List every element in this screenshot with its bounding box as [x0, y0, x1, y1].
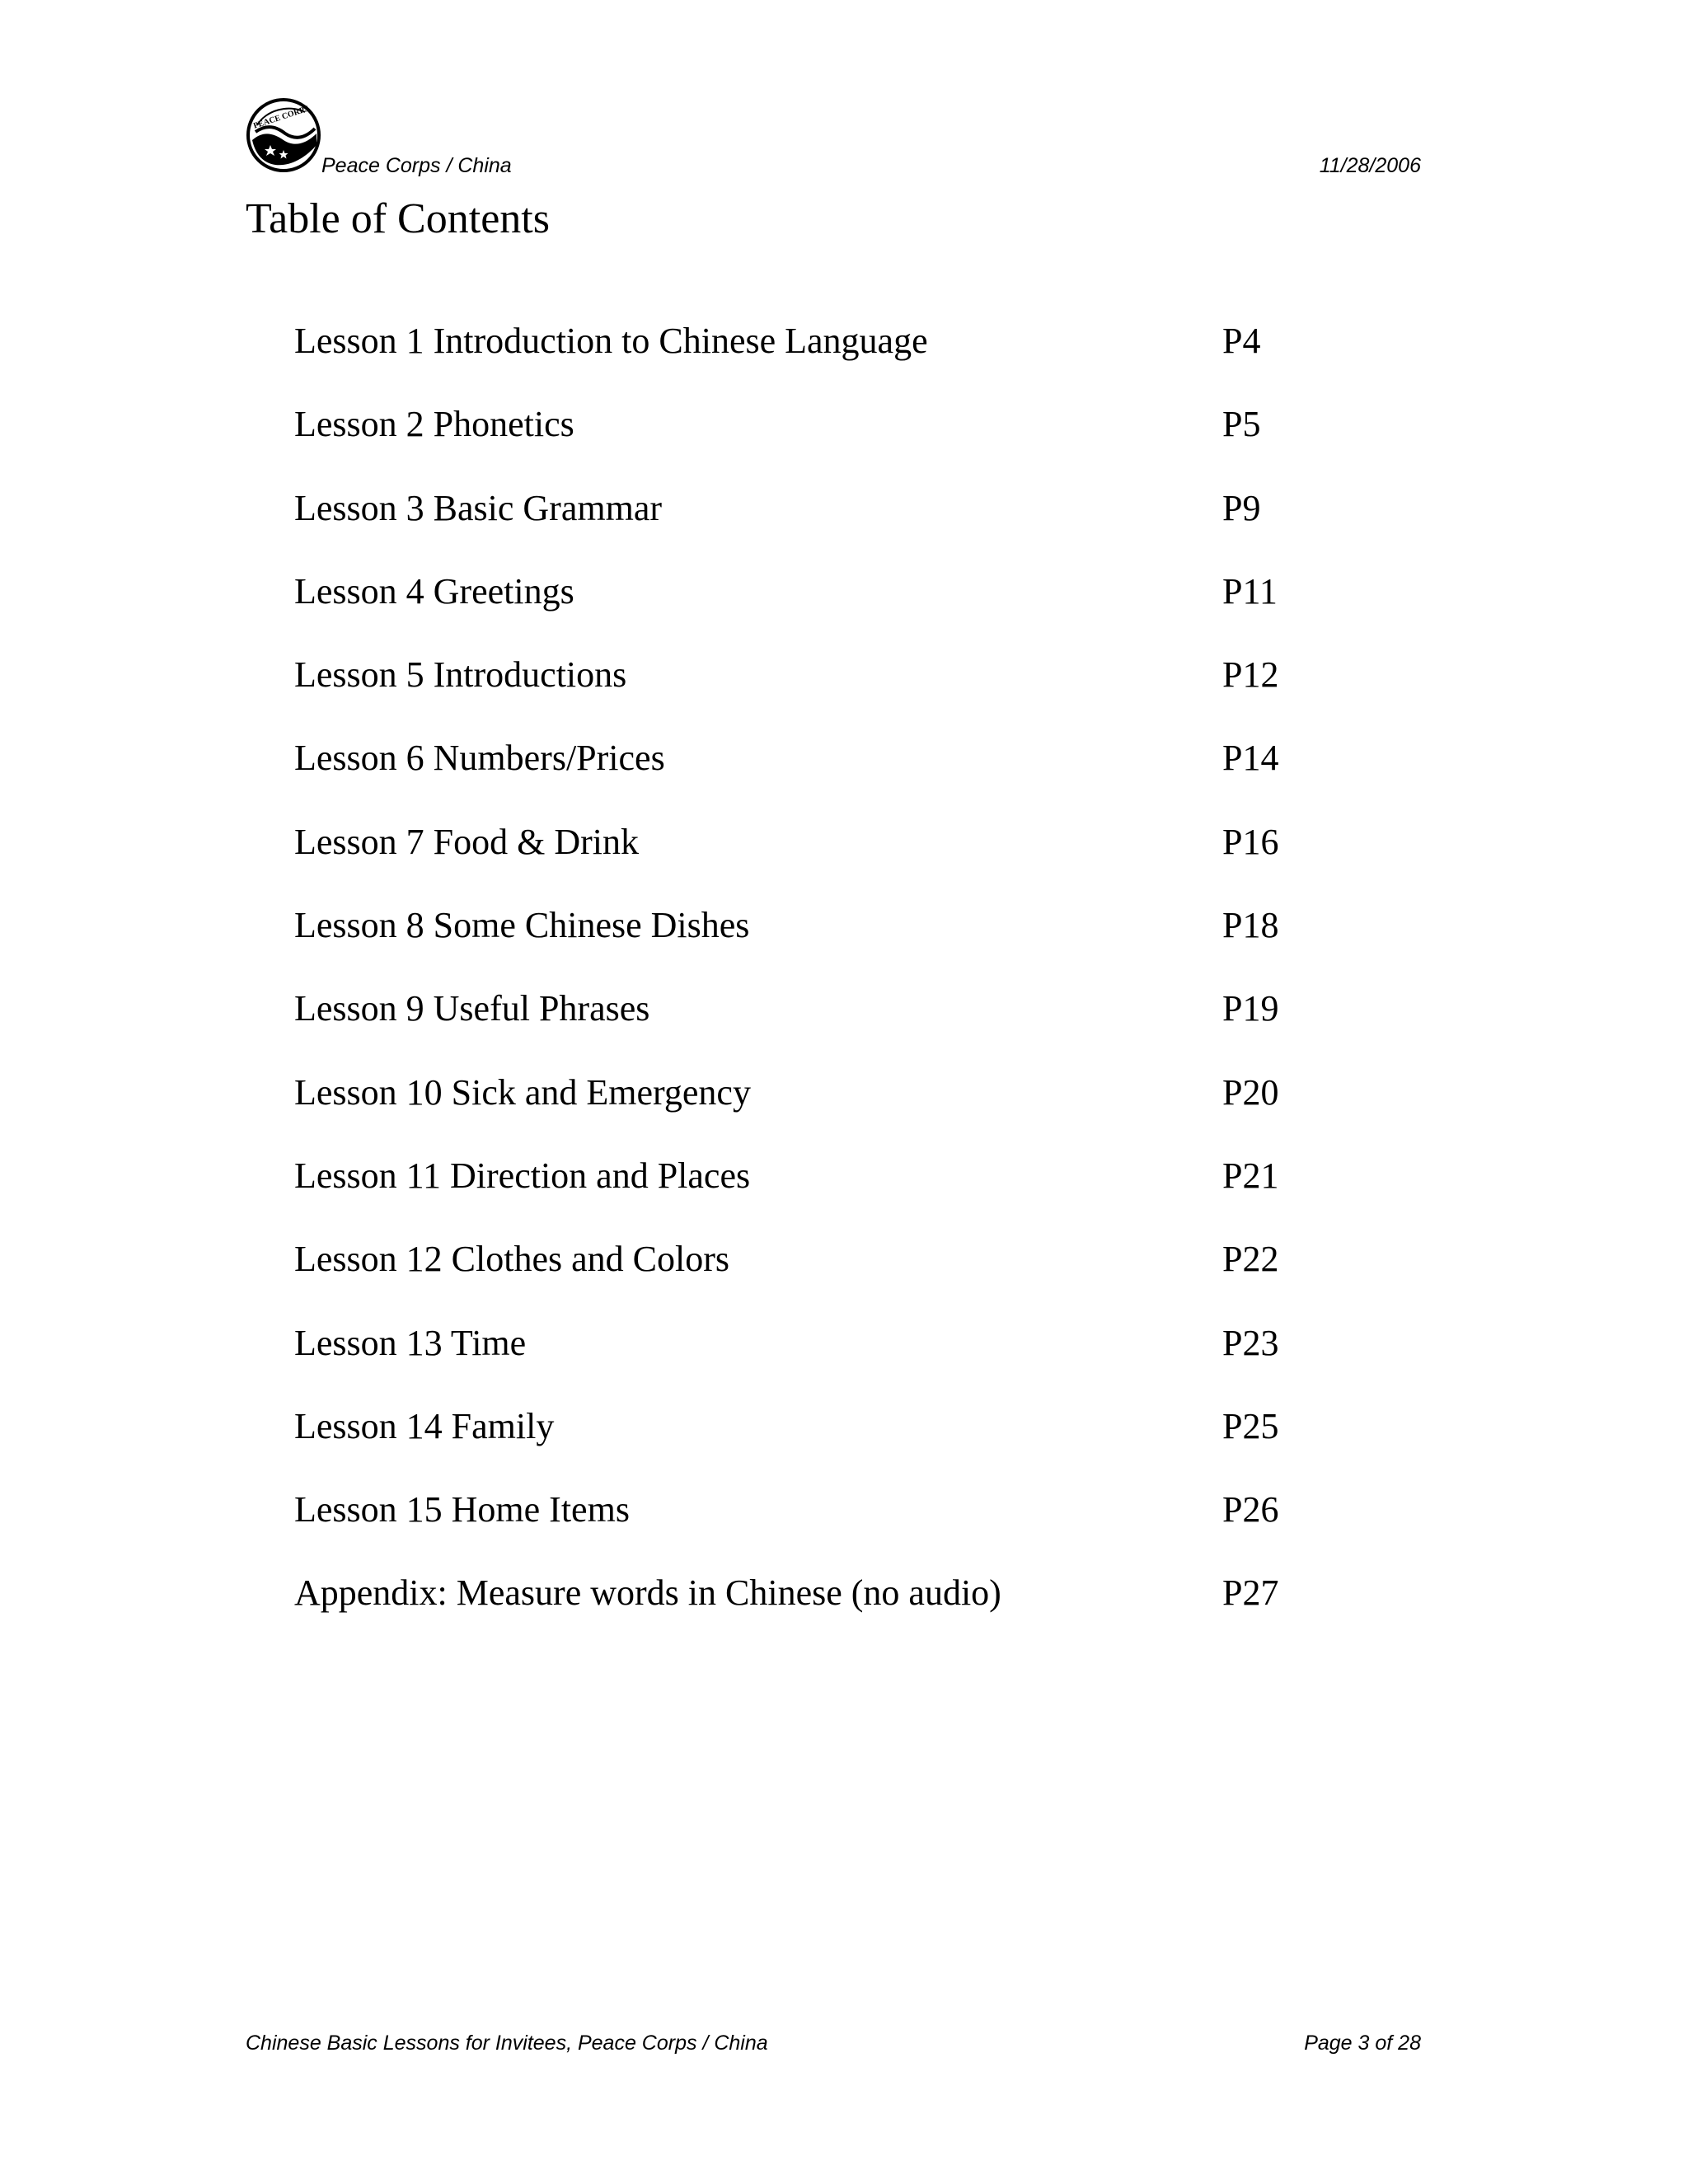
toc-entry[interactable] — [294, 316, 1366, 400]
toc-entry[interactable] — [294, 1151, 1366, 1235]
toc-entry-page: P25 — [1222, 1405, 1279, 1446]
table-of-contents — [294, 316, 1366, 1652]
toc-entry-page: P11 — [1222, 570, 1278, 612]
header-organization: Peace Corps / China — [321, 154, 512, 177]
toc-entry-page: P9 — [1222, 487, 1261, 528]
toc-entry-title: Lesson 11 Direction and Places — [294, 1155, 751, 1196]
toc-entry-title: Lesson 7 Food & Drink — [294, 821, 639, 862]
toc-entry-title: Appendix: Measure words in Chinese (no audio) — [294, 1572, 1001, 1614]
toc-entry[interactable] — [294, 1402, 1366, 1485]
toc-entry[interactable] — [294, 567, 1366, 650]
footer-page-number: Page 3 of 28 — [1304, 2032, 1421, 2055]
toc-entry-page: P21 — [1222, 1155, 1279, 1196]
toc-entry-page: P5 — [1222, 404, 1261, 445]
toc-entry-page: P16 — [1222, 821, 1279, 862]
toc-entry-page: P4 — [1222, 321, 1261, 361]
toc-entry-title: Lesson 8 Some Chinese Dishes — [294, 905, 750, 946]
toc-entry-page: P26 — [1222, 1489, 1279, 1530]
toc-entry-title: Lesson 1 Introduction to Chinese Language — [294, 321, 928, 361]
toc-entry-page: P14 — [1222, 738, 1279, 779]
toc-entry[interactable] — [294, 901, 1366, 984]
toc-entry-page: P12 — [1222, 654, 1279, 696]
svg-text:PEACE CORPS: PEACE CORPS — [252, 104, 311, 131]
toc-entry-page: P22 — [1222, 1239, 1279, 1280]
toc-entry[interactable] — [294, 1319, 1366, 1402]
peace-corps-logo-icon — [246, 97, 321, 173]
footer-document-title: Chinese Basic Lessons for Invitees, Peace Corps / China — [246, 2032, 768, 2055]
page-title: Table of Contents — [246, 195, 550, 242]
toc-entry-title: Lesson 2 Phonetics — [294, 404, 574, 445]
toc-entry[interactable] — [294, 400, 1366, 483]
toc-entry-title: Lesson 15 Home Items — [294, 1489, 630, 1530]
toc-entry[interactable] — [294, 984, 1366, 1067]
toc-entry-title: Lesson 3 Basic Grammar — [294, 487, 662, 528]
toc-entry-title: Lesson 9 Useful Phrases — [294, 988, 650, 1029]
toc-entry[interactable] — [294, 1235, 1366, 1318]
toc-entry-page: P19 — [1222, 988, 1279, 1029]
toc-entry[interactable] — [294, 818, 1366, 901]
toc-entry-title: Lesson 5 Introductions — [294, 654, 627, 696]
header-date: 11/28/2006 — [1319, 154, 1421, 177]
toc-entry[interactable] — [294, 484, 1366, 567]
toc-entry[interactable] — [294, 1485, 1366, 1568]
toc-entry-title: Lesson 4 Greetings — [294, 570, 574, 612]
toc-entry[interactable] — [294, 650, 1366, 733]
toc-entry-title: Lesson 14 Family — [294, 1405, 555, 1446]
toc-entry-title: Lesson 10 Sick and Emergency — [294, 1071, 751, 1113]
toc-entry-page: P20 — [1222, 1071, 1279, 1113]
toc-entry-title: Lesson 12 Clothes and Colors — [294, 1239, 729, 1280]
page-header — [246, 97, 1421, 180]
toc-entry[interactable] — [294, 733, 1366, 817]
toc-entry-page: P18 — [1222, 905, 1279, 946]
page-footer — [246, 2031, 1421, 2059]
toc-entry-title: Lesson 13 Time — [294, 1322, 527, 1363]
toc-entry-page: P23 — [1222, 1322, 1279, 1363]
toc-entry-page: P27 — [1222, 1572, 1279, 1614]
toc-entry[interactable] — [294, 1568, 1366, 1652]
toc-entry[interactable] — [294, 1068, 1366, 1151]
toc-entry-title: Lesson 6 Numbers/Prices — [294, 738, 665, 779]
